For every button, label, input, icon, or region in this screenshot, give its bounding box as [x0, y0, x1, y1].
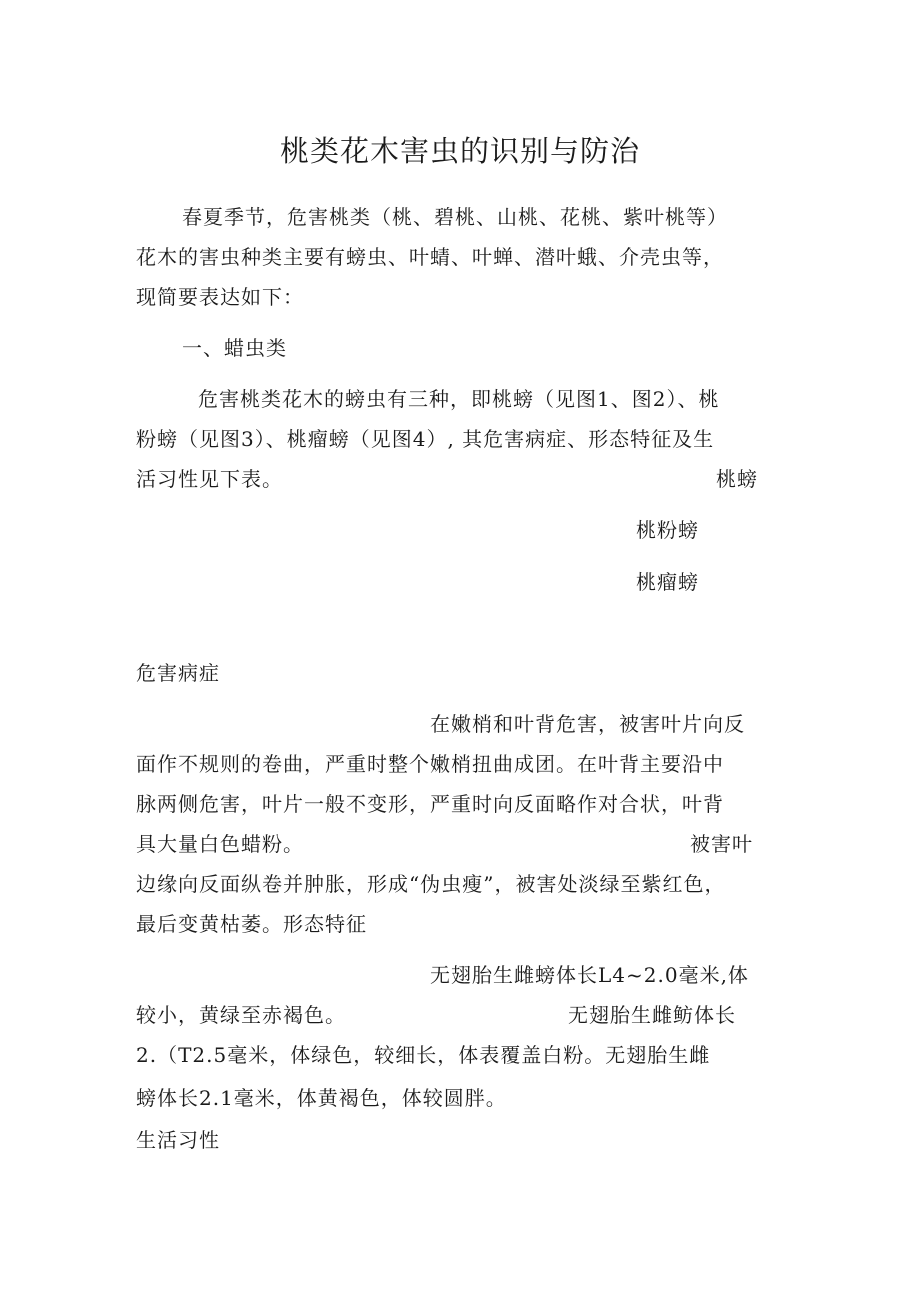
section-paragraph-line-1: 危害桃类花木的螃虫有三种，即桃螃（见图1、图2）、桃	[198, 387, 720, 411]
table-column-fen: 桃粉螃	[636, 518, 699, 542]
symptoms-line-1: 在嫩梢和叶背危害，被害叶片向反	[430, 712, 745, 736]
symptoms-line-6: 最后变黄枯萎。形态特征	[136, 912, 367, 936]
table-row-label-habits: 生活习性	[136, 1128, 220, 1152]
table-row-label-symptoms: 危害病症	[136, 661, 220, 685]
section-heading: 一、蜡虫类	[182, 336, 287, 360]
symptoms-line-2: 面作不规则的卷曲，严重时整个嫩梢扭曲成团。在叶背主要沿中	[136, 752, 724, 776]
symptoms-line-3: 脉两侧危害，叶片一般不变形，严重时向反面略作对合状，叶背	[136, 792, 724, 816]
intro-line-1: 春夏季节，危害桃类（桃、碧桃、山桃、花桃、紫叶桃等）	[182, 205, 728, 229]
table-column-liu: 桃瘤螃	[636, 570, 699, 594]
symptoms-line-4b: 被害叶	[690, 832, 753, 856]
symptoms-line-5: 边缘向反面纵卷并肿胀，形成“伪虫瘦”，被害处淡绿至紫红色，	[136, 872, 726, 896]
morphology-line-1: 无翅胎生雌螃体长L4~2.0毫米,体	[430, 963, 749, 987]
morphology-line-3: 2.（T2.5毫米，体绿色，较细长，体表覆盖白粉。无翅胎生雌	[136, 1043, 711, 1067]
morphology-line-4: 螃体长2.1毫米，体黄褐色，体较圆胖。	[136, 1086, 507, 1110]
section-paragraph-line-2: 粉螃（见图3）、桃瘤螃（见图4）, 其危害病症、形态特征及生	[136, 427, 715, 451]
document-title: 桃类花木害虫的识别与防治	[279, 134, 640, 168]
symptoms-line-4a: 具大量白色蜡粉。	[136, 832, 304, 856]
section-paragraph-line-3: 活习性见下表。	[136, 467, 283, 491]
intro-line-3: 现简要表达如下：	[136, 285, 304, 309]
morphology-line-2a: 较小，黄绿至赤褐色。	[136, 1003, 346, 1027]
table-column-tao: 桃螃	[716, 467, 758, 491]
intro-line-2: 花木的害虫种类主要有螃虫、叶蜻、叶蝉、潜叶蛾、介壳虫等，	[136, 245, 724, 269]
morphology-line-2b: 无翅胎生雌鲂体长	[568, 1003, 736, 1027]
